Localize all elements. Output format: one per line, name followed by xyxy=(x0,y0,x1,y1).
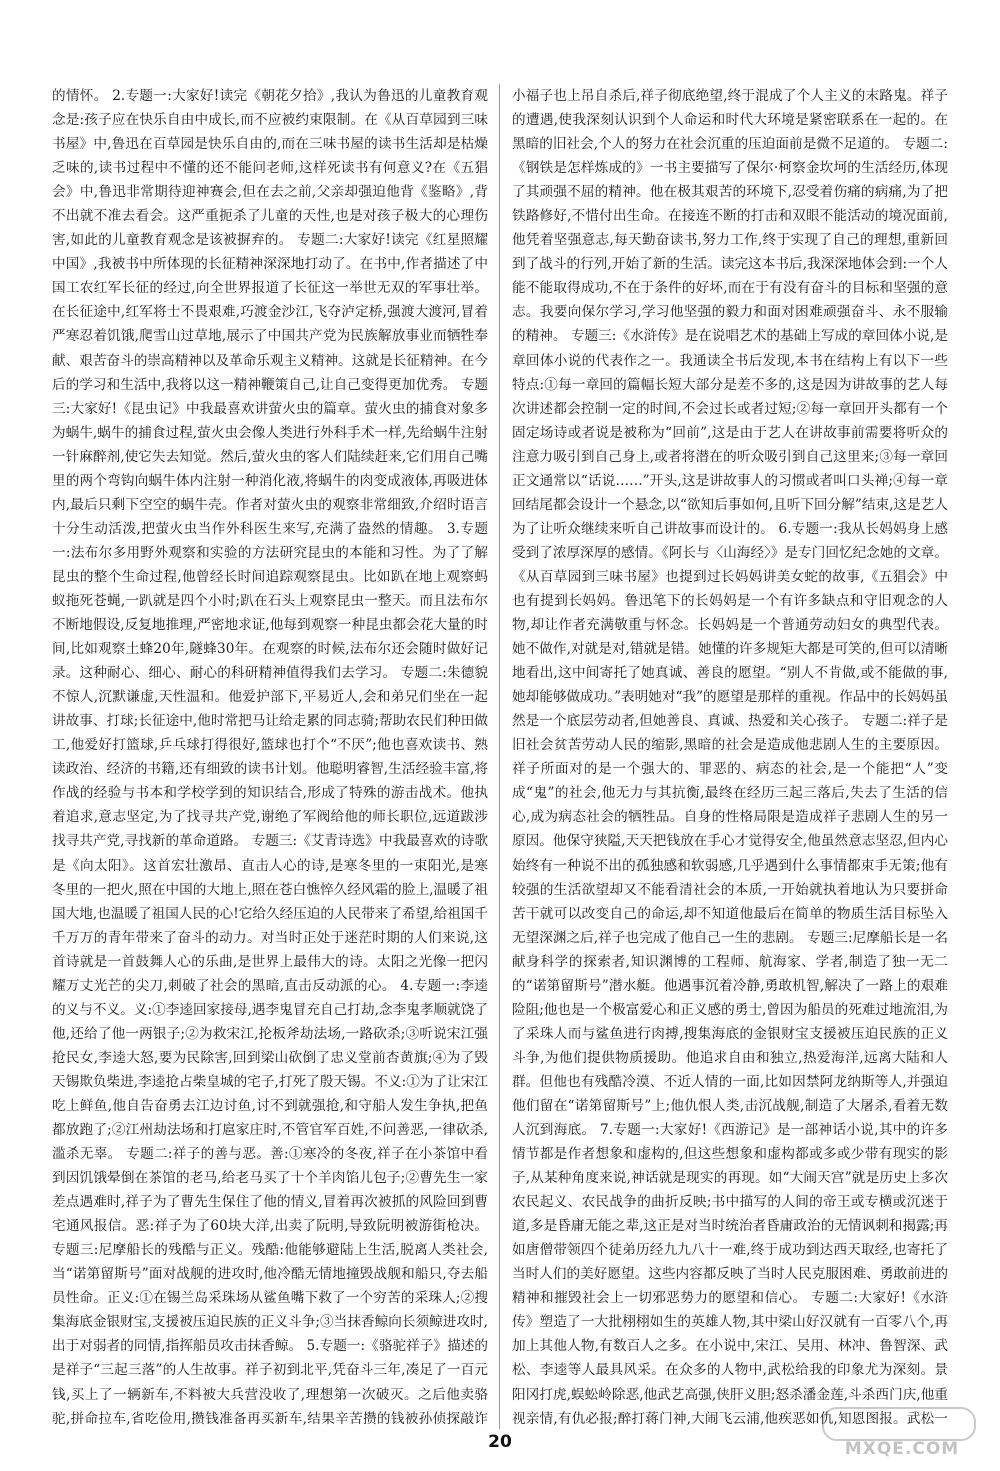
text-column-left xyxy=(52,84,488,1429)
watermark xyxy=(822,1407,982,1459)
watermark-text: MXQE.COM xyxy=(844,1439,960,1459)
column-divider xyxy=(499,84,500,1429)
column-text: 的情怀。 2.专题一:大家好!读完《朝花夕拾》,我认为鲁迅的儿童教育观念是:孩子应在快乐自由中成长,而不应被约束限制。在《从百草园到三味书屋》中,鲁迅在百草园是快乐自由的,而在三味书屋的读书生活却是枯燥乏味的,读书过程中不懂的还不能问老师,这样死读书有何意义?在《五猖会》中,鲁迅非常期待迎神赛会,但在去之前,父亲却强迫他背《鉴略》,背不出就不准去看会。这严重扼杀了儿童的天性,也是对孩子极大的心理伤害,如此的儿童教育观念是该被摒弃的。 专题二:大家好!读完《红星照耀中国》,我被书中所体现的长征精神深深地打动了。在书中,作者描述了中国工农红军长征的经过,向全世界报道了长征这一举世无双的军事壮举。在长征途中,红军将士不畏艰难,巧渡金沙江,飞夺泸定桥,强渡大渡河,冒着严寒忍着饥饿,爬雪山过草地,展示了中国共产党为民族解放事业而牺牲奉献、艰苦奋斗的崇高精神以及革命乐观主义精神。这就是长征精神。在今后的学习和生活中,我将以这一精神鞭策自己,让自己变得更加优秀。 专题三:大家好!《昆虫记》中我最喜欢讲萤火虫的篇章。萤火虫的捕食对象多为蜗牛,蜗牛的捕食过程,萤火虫会像人类进行外科手术一样,先给蜗牛注射一针麻醉剂,使它失去知觉。然后,萤火虫的客人们陆续赶来,它们用自己嘴里的两个弯钩向蜗牛体内注射一种消化液,将蜗牛的肉变成液体,再吸进体内,最后只剩下空空的蜗牛壳。作者对萤火虫的观察非常细致,介绍时语言十分生动活泼,把萤火虫当作外科医生来写,充满了盎然的情趣。 3.专题一:法布尔多用野外观察和实验的方法研究昆虫的本能和习性。为了了解昆虫的整个生命过程,他曾经长时间追踪观察昆虫。比如趴在地上观察蚂蚁拖死苍蝇,一趴就是四个小时;趴在石头上观察昆虫一整天。而且法布尔不断地假设,反复地推理,严密地求证,他每到观察一种昆虫都会花大量的时间,比如观察土蜂20年,隧蜂30年。在观察的时候,法布尔还会随时做好记录。这种耐心、细心、耐心的科研精神值得我们去学习。 专题二:朱德貌不惊人,沉默谦虚,天性温和。他爱护部下,平易近人,会和弟兄们坐在一起讲故事、打球;长征途中,他时常把马让给走累的同志骑;帮助农民们种田做工,他爱好打篮球,乒乓球打得很好,篮球也打个“不厌”;他也喜欢读书、熟读政治、经济的书籍,还有细致的读书计划。他聪明睿智,生活经验丰富,将作战的经验与书本和学校学到的知识结合,形成了特殊的游击战术。他执着追求,意志坚定,为了找寻共产党,谢绝了军阀给他的师长职位,远道跋涉找寻共产党,寻找新的革命道路。 专题三:《艾青诗选》中我最喜欢的诗歌是《向太阳》。这首宏壮激昂、直击人心的诗,是寒冬里的一束阳光,是寒冬里的一把火,照在中国的大地上,照在苍白憔悴久经风霜的脸上,温暖了祖国大地,也温暖了祖国人民的心!它给久经压迫的人民带来了希望,给祖国千千万万的青年带来了奋斗的动力。对当时正处于迷茫时期的人们来说,这首诗就是一首鼓舞人心的乐曲,是世界上最伟大的诗。太阳之光像一把闪耀万丈光芒的尖刀,刺破了社会的黑暗,直击反动派的心。 4.专题一:李逵的义与不义。义:①李逵回家接母,遇李鬼冒充自己打劫,念李鬼孝顺就饶了他,还给了他一两银子;②为救宋江,抡板斧劫法场,一路砍杀;③听说宋江强抢民女,李逵大怒,要为民除害,回到梁山砍倒了忠义堂前杏黄旗;④为了毁天锡欺负柴进,李逵抢占柴皇城的宅子,打死了殷天锡。不义:①为了让宋江吃上鲜鱼,他自告奋勇去江边讨鱼,讨不到就强抢,和守船人发生争执,把鱼都放跑了;②江州劫法场和打扈家庄时,不管官军百姓,不问善恶,一律砍杀,滥杀无辜。 专题二:祥子的善与恶。善:①寒冷的冬夜,祥子在小茶馆中看到因饥饿晕倒在茶馆的老马,给老马买了十个羊肉馅儿包子;②曹先生一家差点遇难时,祥子为了曹先生保住了他的情义,冒着再次被抓的风险回到曹宅通风报信。恶:祥子为了60块大洋,出卖了阮明,导致阮明被游街枪决。 专题三:尼摩船长的残酷与正义。残酷:他能够避陆上生活,脱离人类社会,当“诺第留斯号”面对战舰的进攻时,他冷酷无情地撞毁战舰和船只,夺去船员性命。正义:①在锡兰岛采珠场从鲨鱼嘴下救了一个穷苦的采珠人;②搜集海底金银财宝,支援被压迫民族的正义斗争;③当抹香鲸向长须鲸进攻时,出于对弱者的同情,指挥船员攻击抹香鲸。 5.专题一:《骆驼祥子》描述的是祥子“三起三落”的人生故事。祥子初到北平,凭奋斗三年,凑足了一百元钱,买上了一辆新车,不料被大兵营没收了,理想第一次破灭。之后他卖骆驼,拼命拉车,省吃俭用,攒钱准备再买新车,结果辛苦攒的钱被孙侦探敲诈 xyxy=(52,88,488,1427)
watermark-logo-icon xyxy=(822,1407,976,1441)
text-column-right xyxy=(512,84,948,1429)
column-text: 小福子也上吊自杀后,祥子彻底绝望,终于混成了个人主义的末路鬼。祥子的遭遇,使我深刻认识到个人命运和时代大环境是紧密联系在一起的。在黑暗的旧社会,个人的努力在社会沉重的压迫面前是微不足道的。 专题二:《钢铁是怎样炼成的》一书主要描写了保尔·柯察金坎坷的生活经历,体现了其顽强不屈的精神。他在极其艰苦的环境下,忍受着伤痛的病痛,为了把铁路修好,不惜付出生命。在接连不断的打击和双眼不能活动的境况面前,他凭着坚强意志,每天勤奋读书,努力工作,终于实现了自己的理想,重新回到了战斗的行列,开始了新的生活。读完这本书后,我深深地体会到:一个人能不能取得成功,不在于条件的好坏,而在于有没有奋斗的目标和坚强的意志。我要向保尔学习,学习他坚强的毅力和面对困难顽强奋斗、永不服输的精神。 专题三:《水浒传》是在说唱艺术的基础上写成的章回体小说,是章回体小说的代表作之一。我通读全书后发现,本书在结构上有以下一些特点:①每一章回的篇幅长短大部分是差不多的,这是因为讲故事的艺人每次讲述都会控制一定的时间,不会过长或者过短;②每一章回开头都有一个固定场诗或者说是被称为“回前”,这是由于艺人在讲故事前需要将听众的注意力吸引到自己身上,或者将潜在的听众吸引到自己这里来;③每一章回正文通常以“话说……”开头,这是讲故事人的习惯或者叫口头禅;④每一章回结尾都会设计一个悬念,以“欲知后事如何,且听下回分解”结束,这是艺人为了让听众继续来听自己讲故事而设计的。 6.专题一:我从长妈妈身上感受到了浓厚深厚的感情。《阿长与〈山海经〉》是专门回忆纪念她的文章。《从百草园到三味书屋》也提到过长妈妈讲美女蛇的故事,《五猖会》中也有提到长妈妈。鲁迅笔下的长妈妈是一个有许多缺点和守旧观念的人物,却让作者充满敬重与怀念。长妈妈是一个普通劳动妇女的典型代表。她不做作,对就是对,错就是错。她懂的许多规矩大都是可笑的,但可以清晰地看出,这中间寄托了她真诚、善良的愿望。“别人不肯做,或不能做的事,她却能够做成功。”表明她对“我”的愿望是那样的重视。作品中的长妈妈虽然是一个底层劳动者,但她善良、真诚、热爱和关心孩子。 专题二:祥子是旧社会贫苦劳动人民的缩影,黑暗的社会是造成他悲剧人生的主要原因。祥子所面对的是一个强大的、罪恶的、病态的社会,是一个能把“人”变成“鬼”的社会,他无力与其抗衡,最终在经历三起三落后,失去了生活的信心,成为病态社会的牺牲品。自身的性格局限是造成祥子悲剧人生的另一原因。他保守狭隘,天天把钱放在手心才觉得安全,他虽然意志坚忍,但内心始终有一种说不出的孤独感和软弱感,几乎遇到什么事情都束手无策;他有较强的生活欲望却又不能看清社会的本质,一开始就执着地认为只要拼命苦干就可以改变自己的命运,却不知道他最后在简单的物质生活目标坠入无望深渊之后,祥子也完成了他自己一生的悲剧。 专题三:尼摩船长是一名献身科学的探索者,知识渊博的工程师、航海家、学者,制造了独一无二的“诺第留斯号”潜水艇。他遇事沉着冷静,勇敢机智,解决了一路上的艰难险阻;他也是一个极富爱心和正义感的勇士,曾因为船员的死难过地流泪,为了采珠人而与鲨鱼进行肉搏,搜集海底的金银财宝支援被压迫民族的正义斗争,为他们提供物质援助。他追求自由和独立,热爱海洋,远离大陆和人群。但他也有残酷冷漠、不近人情的一面,比如因禁阿龙纳斯等人,并强迫他们留在“诺第留斯号”上;他仇恨人类,击沉战舰,制造了大屠杀,看着无数人沉到海底。 7.专题一:大家好!《西游记》是一部神话小说,其中的许多情节都是作者想象和虚构的,但这些想象和虚构都或多或少带有现实的影子,从某种角度来说,神话就是现实的再现。如“大闹天宫”就是历史上多次农民起义、农民战争的曲折反映;书中描写的人间的帝王或专横或沉迷于道,多是昏庸无能之辈,这正是对当时统治者昏庸政治的无情讽刺和揭露;再如唐僧带领四个徒弟历经九九八十一难,终于成功到达西天取经,也寄托了当时人们的美好愿望。这些内容都反映了当时人民克服困难、勇敢前进的精神和摧毁社会上一切邪恶势力的愿望和信心。 专题二:大家好!《水浒传》塑造了一大批栩栩如生的英雄人物,其中梁山好汉就有一百零八个,再加上其他人物,有数百人之多。在小说中,宋江、吴用、林冲、鲁智深、武松、李逵等人最具风采。在众多的人物中,武松给我的印象尤为深刻。景阳冈打虎,蜈蚣岭除恶,他武艺高强,侠肝义胆;怒杀潘金莲,斗杀西门庆,他重视亲情,有仇必报;醉打蒋门神,大闹飞云浦,他疾恶如仇,知恩图报。武松一 xyxy=(512,88,948,1427)
page-body xyxy=(52,84,948,1429)
page-number: 20 xyxy=(488,1432,512,1452)
